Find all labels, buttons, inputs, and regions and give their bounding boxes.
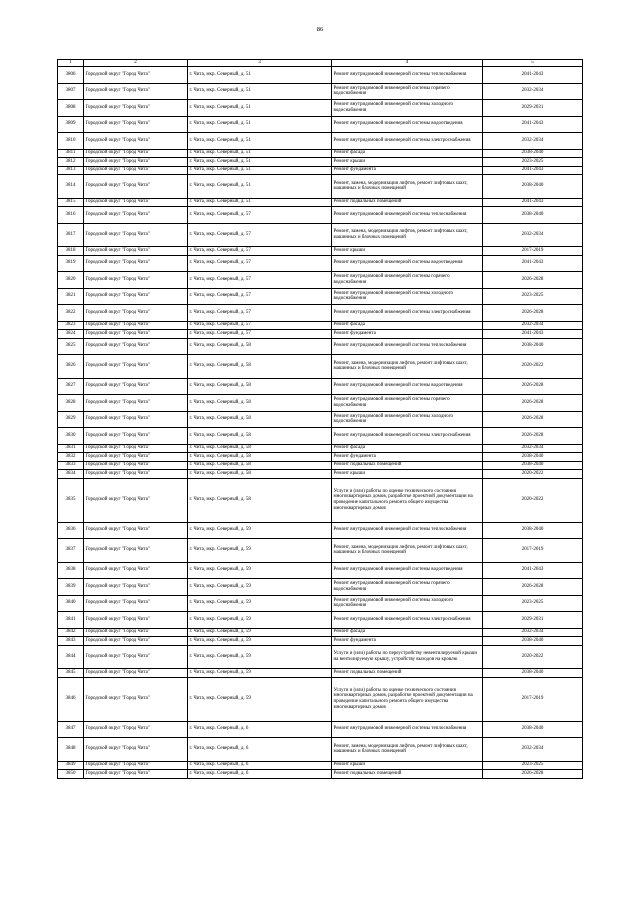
period-cell: 2038-2040 (483, 207, 583, 224)
table-header-row (58, 60, 583, 67)
municipality-cell: Городской округ "Город Чита" (84, 612, 188, 629)
table-row (58, 645, 583, 669)
municipality-cell: Городской округ "Город Чита" (84, 158, 188, 167)
municipality-cell: Городской округ "Город Чита" (84, 738, 188, 762)
address-cell: г. Чита, мкр. Северный, д. 58 (188, 478, 332, 522)
row-number-cell: 3831 (58, 444, 84, 453)
row-number-cell: 3848 (58, 738, 84, 762)
address-cell: г. Чита, мкр. Северный, д. 57 (188, 207, 332, 224)
work-type-cell: Ремонт подвальных помещений (332, 669, 483, 678)
municipality-cell: Городской округ "Город Чита" (84, 470, 188, 479)
table-row (58, 470, 583, 479)
period-cell: 2041-2043 (483, 67, 583, 84)
row-number-cell: 3833 (58, 461, 84, 470)
work-type-cell: Ремонт фундамента (332, 637, 483, 646)
period-cell: 2026-2028 (483, 579, 583, 596)
row-number-cell: 3813 (58, 166, 84, 175)
row-number-cell: 3820 (58, 272, 84, 289)
period-cell: 2038-2040 (483, 338, 583, 355)
address-cell: г. Чита, мкр. Северный, д. 57 (188, 288, 332, 305)
table-row (58, 595, 583, 612)
row-number-cell: 3827 (58, 378, 84, 395)
table-row (58, 395, 583, 412)
table-row (58, 207, 583, 224)
work-type-cell: Ремонт фундамента (332, 330, 483, 339)
table-row (58, 223, 583, 247)
address-cell: г. Чита, мкр. Северный, д. 59 (188, 669, 332, 678)
address-cell: г. Чита, мкр. Северный, д. 51 (188, 67, 332, 84)
address-cell: г. Чита, мкр. Северный, д. 51 (188, 158, 332, 167)
work-type-cell: Услуги и (или) работы по оценке технического состояния многоквартирных домов, разработке проектной документации на проведение капитального ремонта общего имущества многоквартирных домов (332, 478, 483, 522)
address-cell: г. Чита, мкр. Северный, д. 58 (188, 470, 332, 479)
period-cell: 2020-2022 (483, 355, 583, 379)
address-cell: г. Чита, мкр. Северный, д. 58 (188, 378, 332, 395)
period-cell: 2041-2043 (483, 330, 583, 339)
row-number-cell: 3809 (58, 116, 84, 133)
table-row (58, 67, 583, 84)
municipality-cell: Городской округ "Город Чита" (84, 338, 188, 355)
work-type-cell: Ремонт фасада (332, 149, 483, 158)
period-cell: 2041-2043 (483, 198, 583, 207)
work-type-cell: Ремонт фасада (332, 321, 483, 330)
municipality-cell: Городской округ "Город Чита" (84, 579, 188, 596)
table-row (58, 288, 583, 305)
header-cell: 1 (58, 60, 84, 67)
table-row (58, 158, 583, 167)
municipality-cell: Городской округ "Город Чита" (84, 321, 188, 330)
row-number-cell: 3823 (58, 321, 84, 330)
table-row (58, 579, 583, 596)
work-type-cell: Ремонт фасада (332, 444, 483, 453)
address-cell: г. Чита, мкр. Северный, д. 57 (188, 272, 332, 289)
row-number-cell: 3846 (58, 677, 84, 721)
row-number-cell: 3850 (58, 770, 84, 779)
municipality-cell: Городской округ "Город Чита" (84, 133, 188, 150)
row-number-cell: 3808 (58, 100, 84, 117)
address-cell: г. Чита, мкр. Северный, д. 51 (188, 133, 332, 150)
table-row (58, 166, 583, 175)
work-type-cell: Ремонт внутридомовой инженерной системы холодного водоснабжения (332, 288, 483, 305)
table-row (58, 562, 583, 579)
address-cell: г. Чита, мкр. Северный, д. 58 (188, 395, 332, 412)
municipality-cell: Городской округ "Город Чита" (84, 539, 188, 563)
period-cell: 2026-2028 (483, 305, 583, 322)
address-cell: г. Чита, мкр. Северный, д. 59 (188, 637, 332, 646)
row-number-cell: 3836 (58, 522, 84, 539)
municipality-cell: Городской округ "Город Чита" (84, 175, 188, 199)
header-cell: 4 (332, 60, 483, 67)
period-cell: 2038-2040 (483, 453, 583, 462)
period-cell: 2038-2040 (483, 669, 583, 678)
period-cell: 2041-2043 (483, 255, 583, 272)
period-cell: 2032-2034 (483, 738, 583, 762)
table-row (58, 637, 583, 646)
table-row (58, 738, 583, 762)
page-number: 86 (316, 26, 324, 33)
municipality-cell: Городской округ "Город Чита" (84, 522, 188, 539)
table-row (58, 522, 583, 539)
row-number-cell: 3819 (58, 255, 84, 272)
row-number-cell: 3828 (58, 395, 84, 412)
row-number-cell: 3825 (58, 338, 84, 355)
municipality-cell: Городской округ "Город Чита" (84, 669, 188, 678)
municipality-cell: Городской округ "Город Чита" (84, 444, 188, 453)
address-cell: г. Чита, мкр. Северный, д. 6 (188, 721, 332, 738)
table-row (58, 116, 583, 133)
row-number-cell: 3812 (58, 158, 84, 167)
work-type-cell: Ремонт внутридомовой инженерной системы холодного водоснабжения (332, 595, 483, 612)
work-type-cell: Ремонт внутридомовой инженерной системы теплоснабжения (332, 522, 483, 539)
address-cell: г. Чита, мкр. Северный, д. 51 (188, 100, 332, 117)
work-type-cell: Ремонт внутридомовой инженерной системы горячего водоснабжения (332, 579, 483, 596)
table-row (58, 453, 583, 462)
row-number-cell: 3832 (58, 453, 84, 462)
address-cell: г. Чита, мкр. Северный, д. 51 (188, 166, 332, 175)
address-cell: г. Чита, мкр. Северный, д. 59 (188, 595, 332, 612)
work-type-cell: Ремонт подвальных помещений (332, 770, 483, 779)
address-cell: г. Чита, мкр. Северный, д. 58 (188, 453, 332, 462)
table-row (58, 355, 583, 379)
period-cell: 2029-2031 (483, 100, 583, 117)
row-number-cell: 3844 (58, 645, 84, 669)
table-row (58, 411, 583, 428)
municipality-cell: Городской округ "Город Чита" (84, 761, 188, 770)
address-cell: г. Чита, мкр. Северный, д. 51 (188, 175, 332, 199)
municipality-cell: Городской округ "Город Чита" (84, 67, 188, 84)
address-cell: г. Чита, мкр. Северный, д. 57 (188, 255, 332, 272)
address-cell: г. Чита, мкр. Северный, д. 59 (188, 612, 332, 629)
row-number-cell: 3834 (58, 470, 84, 479)
municipality-cell: Городской округ "Город Чита" (84, 645, 188, 669)
table-row (58, 761, 583, 770)
work-type-cell: Ремонт внутридомовой инженерной системы теплоснабжения (332, 721, 483, 738)
period-cell: 2023-2025 (483, 158, 583, 167)
work-type-cell: Ремонт внутридомовой инженерной системы теплоснабжения (332, 207, 483, 224)
work-type-cell: Ремонт внутридомовой инженерной системы электроснабжения (332, 305, 483, 322)
row-number-cell: 3843 (58, 637, 84, 646)
row-number-cell: 3817 (58, 223, 84, 247)
work-type-cell: Ремонт подвальных помещений (332, 461, 483, 470)
table-row (58, 461, 583, 470)
period-cell: 2026-2028 (483, 378, 583, 395)
work-type-cell: Ремонт внутридомовой инженерной системы водоотведения (332, 255, 483, 272)
address-cell: г. Чита, мкр. Северный, д. 58 (188, 338, 332, 355)
row-number-cell: 3838 (58, 562, 84, 579)
table-row (58, 330, 583, 339)
row-number-cell: 3824 (58, 330, 84, 339)
municipality-cell: Городской округ "Город Чита" (84, 255, 188, 272)
table-row (58, 272, 583, 289)
municipality-cell: Городской округ "Город Чита" (84, 411, 188, 428)
period-cell: 2038-2040 (483, 149, 583, 158)
work-type-cell: Ремонт подвальных помещений (332, 198, 483, 207)
table-row (58, 198, 583, 207)
period-cell: 2026-2028 (483, 395, 583, 412)
row-number-cell: 3835 (58, 478, 84, 522)
municipality-cell: Городской округ "Город Чита" (84, 770, 188, 779)
municipality-cell: Городской округ "Город Чита" (84, 378, 188, 395)
table-row (58, 83, 583, 100)
address-cell: г. Чита, мкр. Северный, д. 59 (188, 645, 332, 669)
address-cell: г. Чита, мкр. Северный, д. 6 (188, 738, 332, 762)
header-cell: 3 (188, 60, 332, 67)
period-cell: 2032-2034 (483, 223, 583, 247)
address-cell: г. Чита, мкр. Северный, д. 51 (188, 116, 332, 133)
municipality-cell: Городской округ "Город Чита" (84, 355, 188, 379)
row-number-cell: 3839 (58, 579, 84, 596)
period-cell: 2026-2028 (483, 770, 583, 779)
work-type-cell: Ремонт, замена, модернизация лифтов, ремонт лифтовых шахт, машинных и блочных помещений (332, 539, 483, 563)
municipality-cell: Городской округ "Город Чита" (84, 330, 188, 339)
work-type-cell: Услуги и (или) работы по оценке технического состояния многоквартирных домов, разработке проектной документации на проведение капитального ремонта общего имущества многоквартирных домов (332, 677, 483, 721)
period-cell: 2038-2040 (483, 175, 583, 199)
address-cell: г. Чита, мкр. Северный, д. 6 (188, 770, 332, 779)
municipality-cell: Городской округ "Город Чита" (84, 453, 188, 462)
period-cell: 2032-2034 (483, 444, 583, 453)
period-cell: 2023-2025 (483, 288, 583, 305)
table-row (58, 444, 583, 453)
period-cell: 2017-2019 (483, 539, 583, 563)
period-cell: 2023-2025 (483, 761, 583, 770)
table-row (58, 628, 583, 637)
table-row (58, 100, 583, 117)
table-row (58, 612, 583, 629)
municipality-cell: Городской округ "Город Чита" (84, 100, 188, 117)
period-cell: 2020-2022 (483, 645, 583, 669)
address-cell: г. Чита, мкр. Северный, д. 59 (188, 562, 332, 579)
municipality-cell: Городской округ "Город Чита" (84, 223, 188, 247)
address-cell: г. Чита, мкр. Северный, д. 58 (188, 444, 332, 453)
address-cell: г. Чита, мкр. Северный, д. 59 (188, 628, 332, 637)
address-cell: г. Чита, мкр. Северный, д. 59 (188, 539, 332, 563)
period-cell: 2041-2043 (483, 116, 583, 133)
municipality-cell: Городской округ "Город Чита" (84, 288, 188, 305)
address-cell: г. Чита, мкр. Северный, д. 57 (188, 223, 332, 247)
row-number-cell: 3829 (58, 411, 84, 428)
address-cell: г. Чита, мкр. Северный, д. 57 (188, 305, 332, 322)
work-type-cell: Услуги и (или) работы по переустройству невентилируемой крыши на вентилируемую крышу, устройству выходов на кровлю (332, 645, 483, 669)
table-row (58, 305, 583, 322)
table-row (58, 133, 583, 150)
address-cell: г. Чита, мкр. Северный, д. 58 (188, 461, 332, 470)
header-cell: 5 (483, 60, 583, 67)
row-number-cell: 3814 (58, 175, 84, 199)
work-type-cell: Ремонт, замена, модернизация лифтов, ремонт лифтовых шахт, машинных и блочных помещений (332, 175, 483, 199)
municipality-cell: Городской округ "Город Чита" (84, 198, 188, 207)
municipality-cell: Городской округ "Город Чита" (84, 247, 188, 256)
period-cell: 2029-2031 (483, 612, 583, 629)
work-type-cell: Ремонт внутридомовой инженерной системы водоотведения (332, 116, 483, 133)
address-cell: г. Чита, мкр. Северный, д. 59 (188, 677, 332, 721)
municipality-cell: Городской округ "Город Чита" (84, 305, 188, 322)
address-cell: г. Чита, мкр. Северный, д. 59 (188, 522, 332, 539)
period-cell: 2032-2034 (483, 321, 583, 330)
row-number-cell: 3806 (58, 67, 84, 84)
row-number-cell: 3837 (58, 539, 84, 563)
table-row (58, 247, 583, 256)
period-cell: 2026-2028 (483, 411, 583, 428)
municipality-cell: Городской округ "Город Чита" (84, 83, 188, 100)
municipality-cell: Городской округ "Город Чита" (84, 721, 188, 738)
municipality-cell: Городской округ "Город Чита" (84, 272, 188, 289)
table-row (58, 149, 583, 158)
period-cell: 2038-2040 (483, 461, 583, 470)
municipality-cell: Городской округ "Город Чита" (84, 428, 188, 445)
work-type-cell: Ремонт, замена, модернизация лифтов, ремонт лифтовых шахт, машинных и блочных помещений (332, 738, 483, 762)
row-number-cell: 3821 (58, 288, 84, 305)
municipality-cell: Городской округ "Город Чита" (84, 166, 188, 175)
table-row (58, 478, 583, 522)
work-type-cell: Ремонт внутридомовой инженерной системы электроснабжения (332, 428, 483, 445)
row-number-cell: 3822 (58, 305, 84, 322)
address-cell: г. Чита, мкр. Северный, д. 59 (188, 579, 332, 596)
row-number-cell: 3847 (58, 721, 84, 738)
address-cell: г. Чита, мкр. Северный, д. 58 (188, 411, 332, 428)
work-type-cell: Ремонт внутридомовой инженерной системы горячего водоснабжения (332, 272, 483, 289)
table-row (58, 677, 583, 721)
table-row (58, 255, 583, 272)
municipality-cell: Городской округ "Город Чита" (84, 478, 188, 522)
address-cell: г. Чита, мкр. Северный, д. 6 (188, 761, 332, 770)
municipality-cell: Городской округ "Город Чита" (84, 637, 188, 646)
row-number-cell: 3815 (58, 198, 84, 207)
work-type-cell: Ремонт внутридомовой инженерной системы горячего водоснабжения (332, 83, 483, 100)
period-cell: 2038-2040 (483, 721, 583, 738)
table-row (58, 539, 583, 563)
period-cell: 2038-2040 (483, 522, 583, 539)
period-cell: 2038-2040 (483, 637, 583, 646)
work-type-cell: Ремонт внутридомовой инженерной системы теплоснабжения (332, 338, 483, 355)
address-cell: г. Чита, мкр. Северный, д. 57 (188, 321, 332, 330)
municipality-cell: Городской округ "Город Чита" (84, 461, 188, 470)
municipality-cell: Городской округ "Город Чита" (84, 628, 188, 637)
row-number-cell: 3840 (58, 595, 84, 612)
row-number-cell: 3807 (58, 83, 84, 100)
work-type-cell: Ремонт внутридомовой инженерной системы электроснабжения (332, 133, 483, 150)
municipality-cell: Городской округ "Город Чита" (84, 395, 188, 412)
work-type-cell: Ремонт внутридомовой инженерной системы электроснабжения (332, 612, 483, 629)
row-number-cell: 3845 (58, 669, 84, 678)
table-row (58, 378, 583, 395)
table-row (58, 669, 583, 678)
row-number-cell: 3842 (58, 628, 84, 637)
municipality-cell: Городской округ "Город Чита" (84, 677, 188, 721)
address-cell: г. Чита, мкр. Северный, д. 51 (188, 198, 332, 207)
work-type-cell: Ремонт фундамента (332, 453, 483, 462)
municipality-cell: Городской округ "Город Чита" (84, 116, 188, 133)
row-number-cell: 3816 (58, 207, 84, 224)
work-type-cell: Ремонт, замена, модернизация лифтов, ремонт лифтовых шахт, машинных и блочных помещений (332, 355, 483, 379)
period-cell: 2026-2028 (483, 272, 583, 289)
row-number-cell: 3810 (58, 133, 84, 150)
period-cell: 2020-2022 (483, 470, 583, 479)
work-type-cell: Ремонт внутридомовой инженерной системы холодного водоснабжения (332, 100, 483, 117)
table-row (58, 321, 583, 330)
work-type-cell: Ремонт фундамента (332, 166, 483, 175)
table-row (58, 721, 583, 738)
period-cell: 2041-2043 (483, 562, 583, 579)
table-row (58, 175, 583, 199)
period-cell: 2017-2019 (483, 247, 583, 256)
period-cell: 2032-2034 (483, 628, 583, 637)
period-cell: 2032-2034 (483, 133, 583, 150)
work-type-cell: Ремонт крыши (332, 470, 483, 479)
work-type-cell: Ремонт внутридомовой инженерной системы горячего водоснабжения (332, 395, 483, 412)
address-cell: г. Чита, мкр. Северный, д. 51 (188, 83, 332, 100)
period-cell: 2041-2043 (483, 166, 583, 175)
work-type-cell: Ремонт крыши (332, 761, 483, 770)
period-cell: 2026-2028 (483, 428, 583, 445)
row-number-cell: 3830 (58, 428, 84, 445)
work-type-cell: Ремонт внутридомовой инженерной системы водоотведения (332, 562, 483, 579)
municipality-cell: Городской округ "Город Чита" (84, 207, 188, 224)
period-cell: 2020-2022 (483, 478, 583, 522)
work-type-cell: Ремонт внутридомовой инженерной системы холодного водоснабжения (332, 411, 483, 428)
period-cell: 2023-2025 (483, 595, 583, 612)
table-row (58, 338, 583, 355)
address-cell: г. Чита, мкр. Северный, д. 58 (188, 355, 332, 379)
works-table (57, 59, 583, 779)
period-cell: 2017-2019 (483, 677, 583, 721)
row-number-cell: 3849 (58, 761, 84, 770)
table-row (58, 770, 583, 779)
address-cell: г. Чита, мкр. Северный, д. 57 (188, 330, 332, 339)
address-cell: г. Чита, мкр. Северный, д. 58 (188, 428, 332, 445)
table-row (58, 428, 583, 445)
address-cell: г. Чита, мкр. Северный, д. 51 (188, 149, 332, 158)
table-body (58, 67, 583, 779)
address-cell: г. Чита, мкр. Северный, д. 57 (188, 247, 332, 256)
row-number-cell: 3818 (58, 247, 84, 256)
header-cell: 2 (84, 60, 188, 67)
period-cell: 2032-2034 (483, 83, 583, 100)
work-type-cell: Ремонт крыши (332, 158, 483, 167)
row-number-cell: 3826 (58, 355, 84, 379)
municipality-cell: Городской округ "Город Чита" (84, 562, 188, 579)
work-type-cell: Ремонт, замена, модернизация лифтов, ремонт лифтовых шахт, машинных и блочных помещений (332, 223, 483, 247)
row-number-cell: 3841 (58, 612, 84, 629)
municipality-cell: Городской округ "Город Чита" (84, 595, 188, 612)
work-type-cell: Ремонт крыши (332, 247, 483, 256)
work-type-cell: Ремонт внутридомовой инженерной системы теплоснабжения (332, 67, 483, 84)
work-type-cell: Ремонт фасада (332, 628, 483, 637)
row-number-cell: 3811 (58, 149, 84, 158)
work-type-cell: Ремонт внутридомовой инженерной системы водоотведения (332, 378, 483, 395)
municipality-cell: Городской округ "Город Чита" (84, 149, 188, 158)
